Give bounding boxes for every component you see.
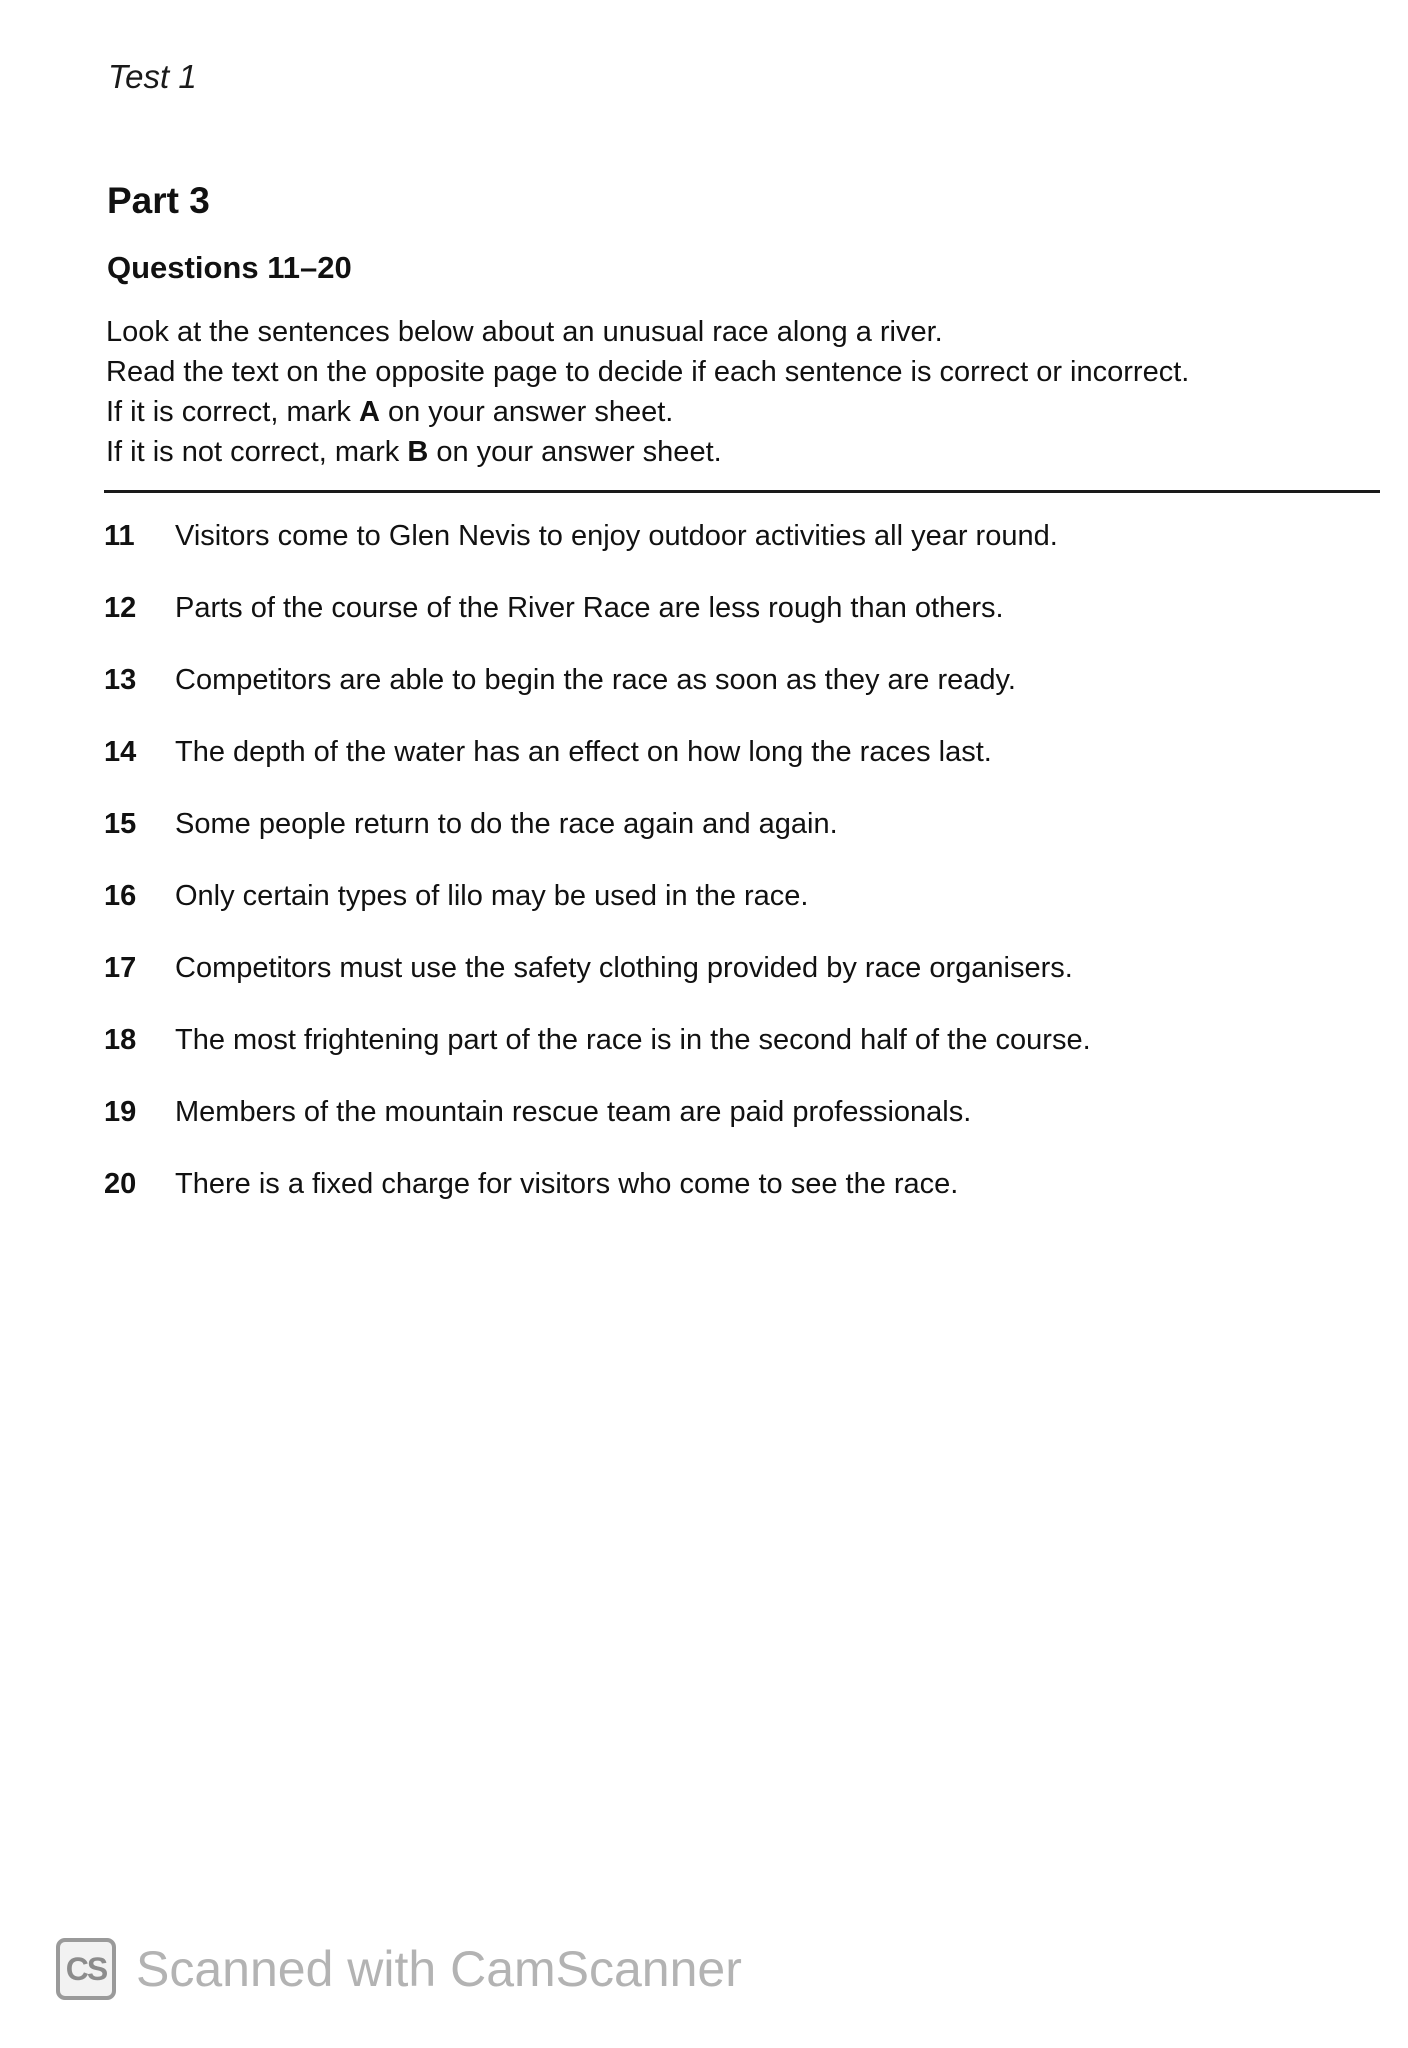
instruction-line [106, 432, 1346, 472]
question-number: 18 [104, 1024, 137, 1056]
question-text: Parts of the course of the River Race are less rough than others. [175, 592, 1004, 624]
answer-letter-a: A [358, 396, 380, 428]
question-item [100, 876, 1340, 948]
question-item [100, 1020, 1340, 1092]
instruction-text: If it is not correct, mark [106, 436, 408, 468]
question-item [100, 588, 1340, 660]
question-number: 19 [104, 1096, 137, 1128]
watermark-text: Scanned with CamScanner [136, 1941, 742, 1997]
divider-rule [104, 490, 1380, 493]
question-number: 15 [104, 808, 137, 840]
question-number: 12 [104, 592, 137, 624]
camscanner-logo-icon: CS [56, 1938, 116, 2000]
camscanner-watermark [56, 1934, 742, 2004]
question-text: There is a fixed charge for visitors who come to see the race. [175, 1168, 959, 1200]
instruction-text: on your answer sheet. [428, 436, 722, 468]
question-item [100, 516, 1340, 588]
instruction-line: Read the text on the opposite page to decide if each sentence is correct or incorrect. [106, 356, 1190, 388]
questions-heading: Questions 11–20 [107, 250, 352, 285]
question-item [100, 732, 1340, 804]
question-text: Some people return to do the race again and again. [175, 808, 838, 840]
question-text: The depth of the water has an effect on how long the races last. [175, 736, 992, 768]
question-number: 14 [104, 736, 137, 768]
question-text: Members of the mountain rescue team are paid professionals. [175, 1096, 972, 1128]
question-number: 16 [104, 880, 137, 912]
part-title: Part 3 [107, 180, 210, 221]
question-number: 13 [104, 664, 137, 696]
question-number: 20 [104, 1168, 137, 1200]
question-number: 11 [104, 520, 135, 552]
question-item [100, 804, 1340, 876]
answer-letter-b: B [407, 436, 429, 468]
question-number: 17 [104, 952, 137, 984]
question-text: Visitors come to Glen Nevis to enjoy outdoor activities all year round. [175, 520, 1058, 552]
question-text: Competitors must use the safety clothing provided by race organisers. [175, 952, 1073, 984]
question-text: Only certain types of lilo may be used in the race. [175, 880, 809, 912]
question-item [100, 660, 1340, 732]
instruction-line: Look at the sentences below about an unusual race along a river. [106, 316, 943, 348]
question-item [100, 1092, 1340, 1164]
question-text: The most frightening part of the race is in the second half of the course. [175, 1024, 1091, 1056]
instruction-line [106, 392, 1346, 432]
running-head: Test 1 [108, 58, 197, 95]
question-item [100, 948, 1340, 1020]
question-list [100, 516, 1340, 1236]
instructions [106, 312, 1346, 472]
instruction-text: If it is correct, mark [106, 396, 359, 428]
question-text: Competitors are able to begin the race as soon as they are ready. [175, 664, 1016, 696]
instruction-text: on your answer sheet. [379, 396, 674, 428]
question-item [100, 1164, 1340, 1236]
